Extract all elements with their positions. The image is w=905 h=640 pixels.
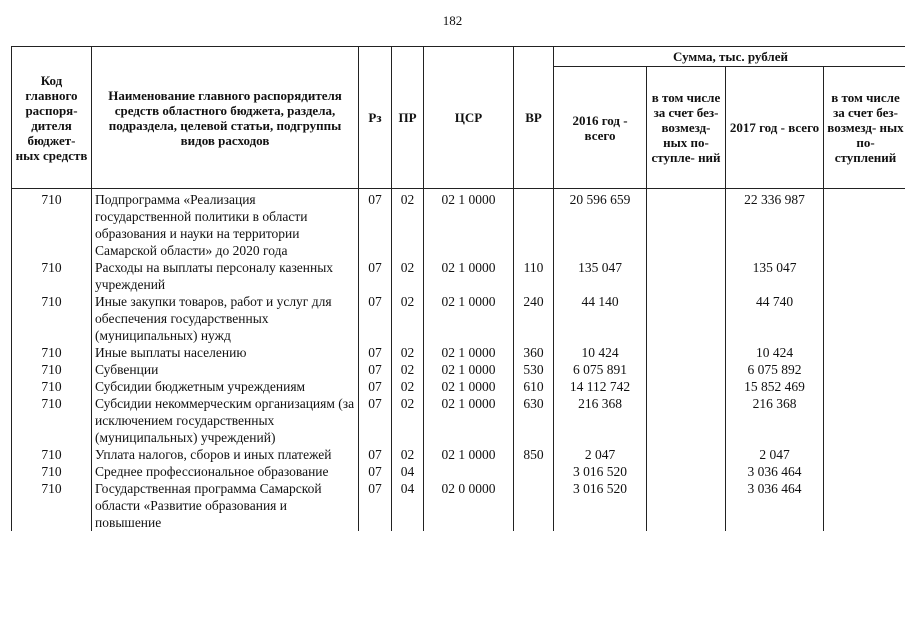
row-vr: 360	[514, 344, 554, 361]
header-csr: ЦСР	[424, 47, 514, 189]
row-2017-total: 3 036 464	[726, 463, 824, 480]
row-rz: 07	[359, 189, 392, 260]
row-2016-free	[647, 189, 726, 260]
table-row	[12, 344, 905, 361]
row-rz: 07	[359, 395, 392, 446]
row-vr: 850	[514, 446, 554, 463]
table-row	[12, 480, 905, 531]
row-pr: 02	[392, 259, 424, 293]
row-2017-free	[824, 378, 905, 395]
table-row	[12, 259, 905, 293]
row-code: 710	[12, 344, 92, 361]
header-2016-total: 2016 год - всего	[554, 67, 647, 189]
row-2016-total: 3 016 520	[554, 463, 647, 480]
row-2017-free	[824, 259, 905, 293]
row-pr: 02	[392, 189, 424, 260]
row-2016-total: 216 368	[554, 395, 647, 446]
row-csr: 02 1 0000	[424, 189, 514, 260]
row-2016-free	[647, 395, 726, 446]
header-code: Код главного распоря- дителя бюджет- ных средств	[12, 47, 92, 189]
header-pr: ПР	[392, 47, 424, 189]
row-vr: 610	[514, 378, 554, 395]
row-pr: 02	[392, 361, 424, 378]
row-2017-total: 216 368	[726, 395, 824, 446]
row-name: Субсидии бюджетным учреждениям	[92, 378, 359, 395]
row-2017-total: 2 047	[726, 446, 824, 463]
row-name: Иные закупки товаров, работ и услуг для обеспечения государственных (муниципальных) нужд	[92, 293, 359, 344]
table-row	[12, 463, 905, 480]
row-2016-total: 10 424	[554, 344, 647, 361]
table-row	[12, 378, 905, 395]
row-csr: 02 1 0000	[424, 395, 514, 446]
row-csr: 02 0 0000	[424, 480, 514, 531]
row-pr: 02	[392, 378, 424, 395]
table-row	[12, 446, 905, 463]
row-2017-free	[824, 463, 905, 480]
row-vr: 530	[514, 361, 554, 378]
row-code: 710	[12, 395, 92, 446]
row-vr	[514, 189, 554, 260]
page-number: 182	[442, 13, 463, 28]
row-code: 710	[12, 446, 92, 463]
header-2017-total: 2017 год - всего	[726, 67, 824, 189]
row-code: 710	[12, 259, 92, 293]
table-row	[12, 293, 905, 344]
row-pr: 04	[392, 463, 424, 480]
row-2016-total: 44 140	[554, 293, 647, 344]
row-pr: 02	[392, 395, 424, 446]
row-name: Уплата налогов, сборов и иных платежей	[92, 446, 359, 463]
row-vr	[514, 463, 554, 480]
row-code: 710	[12, 189, 92, 260]
row-2017-free	[824, 344, 905, 361]
header-2016-free: в том числе за счет без- возмезд- ных по- ступле- ний	[647, 67, 726, 189]
row-2016-free	[647, 378, 726, 395]
header-2017-free: в том числе за счет без- возмезд- ных по- ступлений	[824, 67, 905, 189]
row-name: Государственная программа Самарской области «Развитие образования и повышение	[92, 480, 359, 531]
row-code: 710	[12, 293, 92, 344]
budget-table	[11, 46, 905, 531]
row-vr: 240	[514, 293, 554, 344]
row-2016-total: 135 047	[554, 259, 647, 293]
row-csr: 02 1 0000	[424, 344, 514, 361]
row-code: 710	[12, 378, 92, 395]
row-code: 710	[12, 463, 92, 480]
row-2017-free	[824, 480, 905, 531]
row-2017-total: 3 036 464	[726, 480, 824, 531]
row-2017-free	[824, 395, 905, 446]
header-vr: ВР	[514, 47, 554, 189]
row-2016-total: 14 112 742	[554, 378, 647, 395]
row-name: Субвенции	[92, 361, 359, 378]
row-2016-free	[647, 446, 726, 463]
row-2017-free	[824, 361, 905, 378]
row-rz: 07	[359, 463, 392, 480]
row-csr: 02 1 0000	[424, 361, 514, 378]
row-csr: 02 1 0000	[424, 293, 514, 344]
row-vr	[514, 480, 554, 531]
row-code: 710	[12, 480, 92, 531]
row-2017-total: 22 336 987	[726, 189, 824, 260]
row-2016-free	[647, 344, 726, 361]
row-2017-total: 10 424	[726, 344, 824, 361]
table-row	[12, 189, 905, 260]
row-csr: 02 1 0000	[424, 378, 514, 395]
row-rz: 07	[359, 378, 392, 395]
row-2016-total: 6 075 891	[554, 361, 647, 378]
row-name: Расходы на выплаты персоналу казенных учреждений	[92, 259, 359, 293]
row-csr: 02 1 0000	[424, 259, 514, 293]
row-csr: 02 1 0000	[424, 446, 514, 463]
row-2017-free	[824, 189, 905, 260]
row-2016-free	[647, 480, 726, 531]
row-name: Подпрограмма «Реализация государственной политики в области образования и науки на территории Самарской области» до 2020 года	[92, 189, 359, 260]
row-pr: 02	[392, 446, 424, 463]
row-2017-total: 135 047	[726, 259, 824, 293]
row-rz: 07	[359, 446, 392, 463]
row-rz: 07	[359, 344, 392, 361]
row-2016-total: 3 016 520	[554, 480, 647, 531]
row-rz: 07	[359, 293, 392, 344]
table-row	[12, 395, 905, 446]
row-pr: 02	[392, 344, 424, 361]
row-rz: 07	[359, 480, 392, 531]
row-code: 710	[12, 361, 92, 378]
row-vr: 110	[514, 259, 554, 293]
row-2016-total: 20 596 659	[554, 189, 647, 260]
row-vr: 630	[514, 395, 554, 446]
row-name: Иные выплаты населению	[92, 344, 359, 361]
row-pr: 02	[392, 293, 424, 344]
row-pr: 04	[392, 480, 424, 531]
row-rz: 07	[359, 361, 392, 378]
row-name: Субсидии некоммерческим организациям (за исключением государственных (муниципальных) учреждений)	[92, 395, 359, 446]
row-2016-total: 2 047	[554, 446, 647, 463]
row-2016-free	[647, 259, 726, 293]
row-csr	[424, 463, 514, 480]
row-2017-free	[824, 446, 905, 463]
row-2016-free	[647, 463, 726, 480]
row-2017-total: 6 075 892	[726, 361, 824, 378]
row-2017-total: 15 852 469	[726, 378, 824, 395]
header-sum: Сумма, тыс. рублей	[554, 47, 905, 67]
row-2016-free	[647, 361, 726, 378]
header-rz: Рз	[359, 47, 392, 189]
row-2017-total: 44 740	[726, 293, 824, 344]
table-row	[12, 361, 905, 378]
row-name: Среднее профессиональное образование	[92, 463, 359, 480]
table-body	[12, 189, 905, 532]
header-name: Наименование главного распорядителя средств областного бюджета, раздела, подраздела, целевой статьи, подгруппы видов расходов	[92, 47, 359, 189]
row-2016-free	[647, 293, 726, 344]
row-2017-free	[824, 293, 905, 344]
row-rz: 07	[359, 259, 392, 293]
